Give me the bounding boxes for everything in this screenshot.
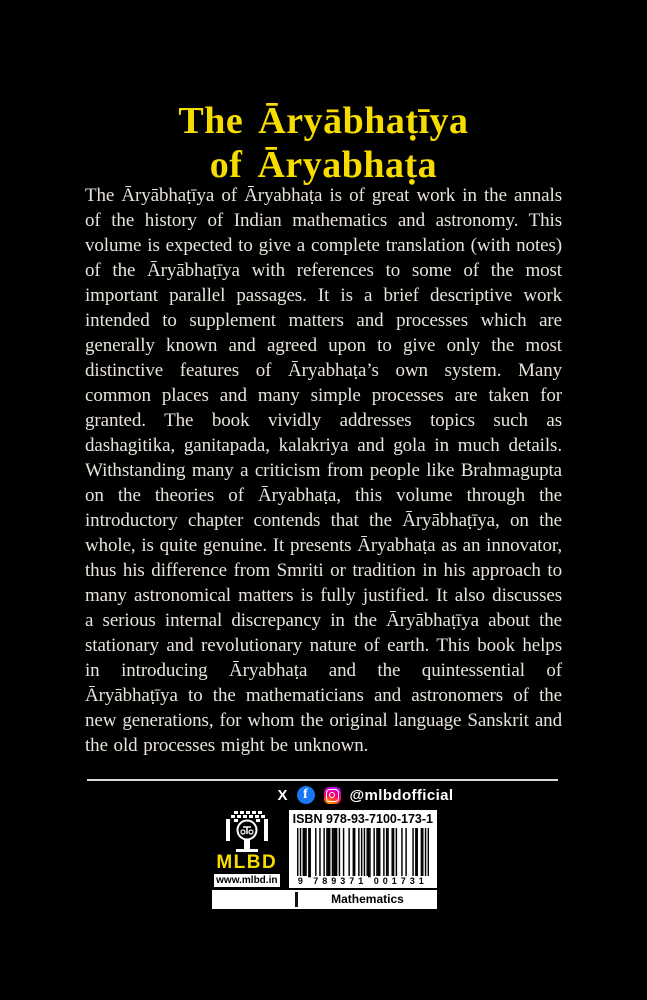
barcode-digit-group: 001731 (373, 876, 428, 886)
barcode (297, 828, 429, 886)
instagram-icon (324, 787, 341, 804)
category-strip (212, 890, 437, 909)
book-title-line1: The Āryābhaṭīya (178, 100, 469, 143)
barcode-digits (297, 876, 429, 886)
book-blurb: The Āryābhaṭīya of Āryabhaṭa is of great work in the annals of the history of Indian mathematics and astronomy. This volume is expected to give a complete translation (with notes) of the Āryābhaṭīya with references to some of the most important parallel passages. It is a brief descriptive work intended to supplement matters and processes which are generally known and agreed upon to give only the most distinctive features of Āryabhaṭa’s own system. Many common places and many simple processes are taken for granted. The book vividly addresses topics such as dashagitika, ganitapada, kalakriya and gola in much details. Withstanding many a criticism from people like Brahmagupta on the theories of Āryabhaṭa, this volume through the introductory chapter contends that the Āryābhaṭīya, on the whole, is quite genuine. It presents Āryabhaṭa as an innovator, thus his difference from Smriti or tradition in his approach to many astronomical matters is fully justified. It also discusses a serious internal discrepancy in the Āryābhaṭīya about the stationary and revolutionary nature of earth. This book helps in introducing Āryabhaṭa and the quintessential of Āryābhaṭīya to the mathematicians and astronomers of the new generations, for whom the original language Sanskrit and the old processes might be unknown. (85, 185, 562, 756)
publisher-website: www.mlbd.in (214, 874, 280, 887)
isbn-label: ISBN 978-93-7100-173-1 (292, 812, 433, 826)
mlbd-tree-emblem-icon (224, 811, 270, 853)
social-handle: @mlbdofficial (349, 786, 454, 804)
publisher-logo-box (214, 810, 280, 888)
x-twitter-icon: X (277, 786, 288, 804)
book-title (0, 99, 647, 187)
facebook-icon: f (297, 786, 315, 804)
publisher-name: MLBD (216, 852, 278, 873)
isbn-box (289, 810, 437, 888)
barcode-digit-group: 789371 (313, 876, 368, 886)
publisher-isbn-block (214, 810, 437, 888)
book-title-line2: of Āryabhaṭa (209, 144, 438, 187)
divider-line (87, 779, 558, 781)
category-label: Mathematics (331, 892, 404, 906)
barcode-digit-group: 9 (297, 876, 307, 886)
social-row (42, 784, 647, 806)
